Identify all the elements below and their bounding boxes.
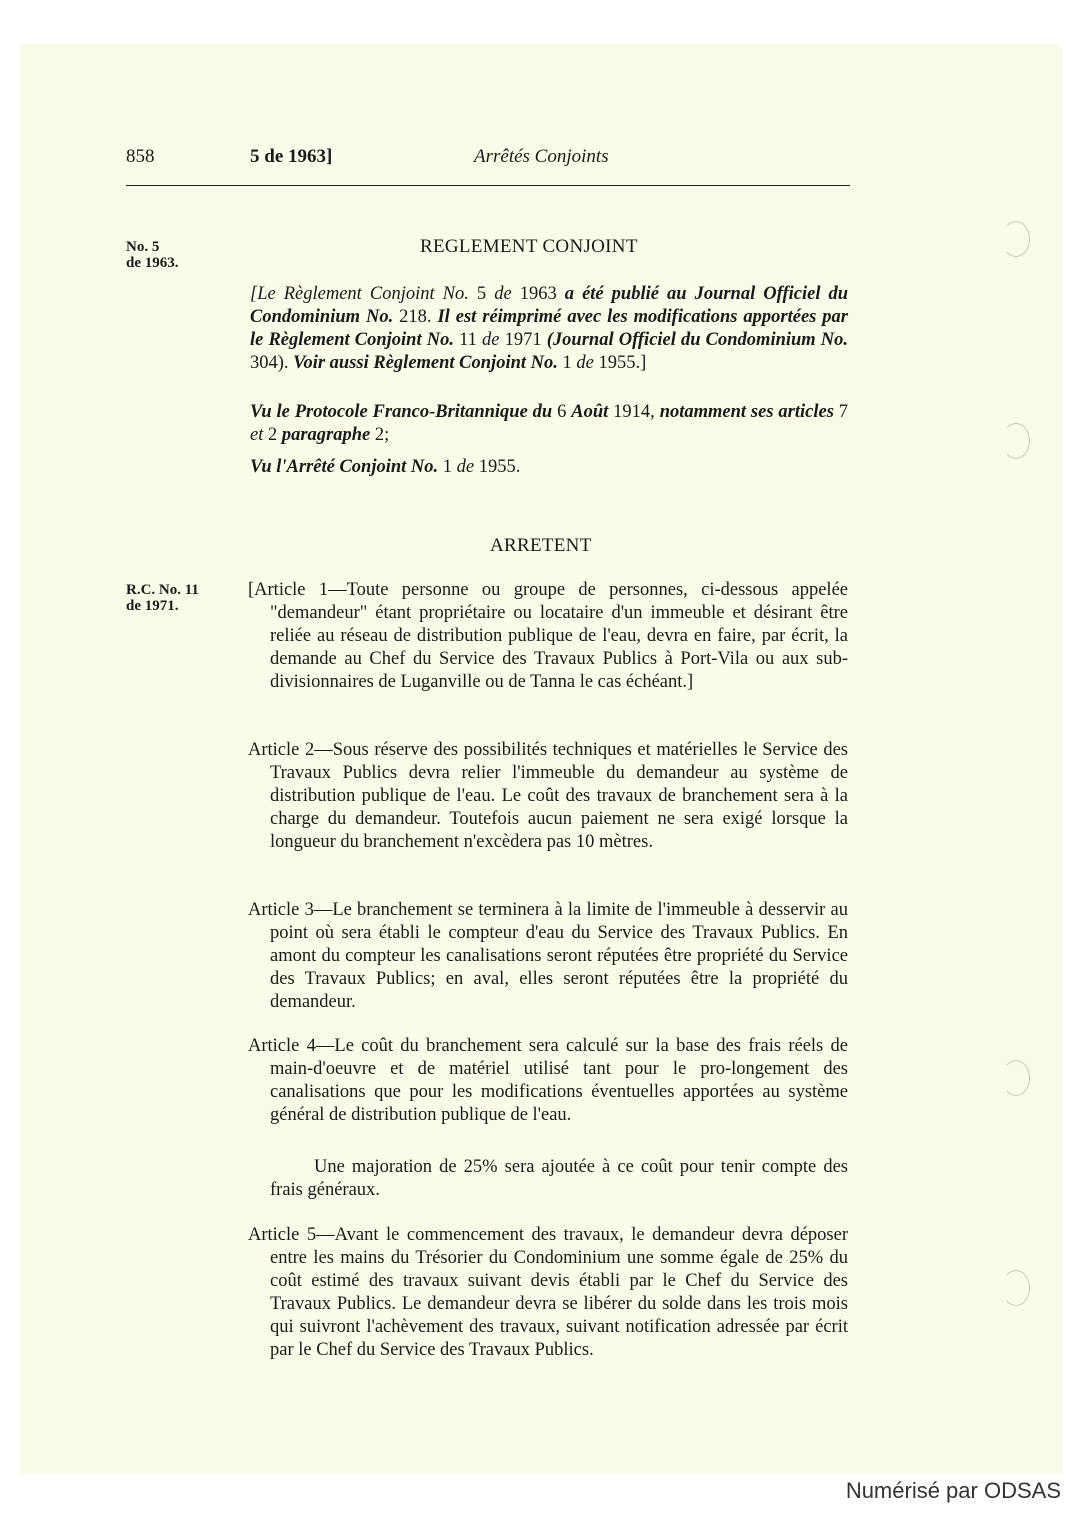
arretent-heading: ARRETENT bbox=[490, 535, 592, 556]
t: de bbox=[482, 330, 500, 350]
t: 2 bbox=[267, 425, 278, 445]
article-5: Article 5—Avant le commencement des travaux, le demandeur devra déposer entre les mains du Trésorier du Condominium une somme égale de 25% du coût estimé des travaux suivant devis établi par le Chef du Service des Travaux Publics. Le demandeur devra se libérer du solde dans les trois mois qui suivront l'achèvement des travaux, suivant notification adressée par écrit par le Chef du Service des Travaux Publics. bbox=[248, 1225, 848, 1360]
header-rule bbox=[126, 185, 850, 186]
punch-hole bbox=[1002, 1270, 1030, 1306]
t: 1955. bbox=[478, 457, 521, 477]
article-3: Article 3—Le branchement se terminera à la limite de l'immeuble à desservir au point où sera établi le compteur d'eau du Service des Travaux Publics. En amont du compteur les canalisations seront réputées être propriété du Service des Travaux Publics; en aval, elles seront réputées être la propriété du demandeur. bbox=[248, 900, 848, 1012]
margin-note-year: de 1963. bbox=[126, 255, 179, 271]
t: 1971 bbox=[504, 330, 542, 350]
t: (Journal Officiel du Condominium No. bbox=[546, 330, 849, 350]
t: 1963 bbox=[519, 284, 557, 304]
t: [Le Règlement Conjoint No. bbox=[250, 284, 469, 304]
t: 5 bbox=[476, 284, 487, 304]
article-1: [Article 1—Toute personne ou groupe de personnes, ci-dessous appelée "demandeur" étant propriétaire ou locataire d'un immeuble et désirant être reliée au réseau de distribution publique de l'eau, devra en faire, par écrit, la demande au Chef du Service des Travaux Publics à Port-Vila ou aux sub-divisionnaires de Luganville ou de Tanna le cas échéant.] bbox=[248, 580, 848, 692]
article-2: Article 2—Sous réserve des possibilités techniques et matérielles le Service des Travaux Publics devra relier l'immeuble du demandeur au système de distribution publique de l'eau. Le coût des travaux de branchement sera à la charge du demandeur. Toutefois aucun paiement ne sera exigé lorsque la longueur du branchement n'excèdera pas 10 mètres. bbox=[248, 740, 848, 852]
t: de bbox=[576, 353, 594, 373]
article-4-subparagraph: Une majoration de 25% sera ajoutée à ce coût pour tenir compte des frais généraux. bbox=[270, 1157, 848, 1200]
t: Août bbox=[571, 402, 609, 422]
article-4: Article 4—Le coût du branchement sera calculé sur la base des frais réels de main-d'oeuvre et de matériel utilisé tant pour le pro-longement des canalisations que pour les modifications éventuelles apportées au système général de distribution publique de l'eau. bbox=[248, 1036, 848, 1125]
t: a été publié au Journal Officiel du Condominium No. bbox=[250, 284, 849, 327]
header-citation: 5 de 1963] bbox=[250, 146, 333, 167]
punch-hole bbox=[1002, 221, 1030, 257]
intro-paragraph-2 bbox=[250, 401, 848, 447]
t: Il est réimprimé avec les modifications apportées par le Règlement Conjoint No. bbox=[250, 307, 849, 350]
t: de bbox=[494, 284, 512, 304]
t: Vu le Protocole Franco-Britannique du bbox=[250, 402, 553, 422]
t: paragraphe bbox=[281, 425, 371, 445]
t: et bbox=[250, 425, 264, 445]
intro-paragraph-3 bbox=[250, 456, 848, 479]
t: 304). bbox=[250, 353, 289, 373]
t: 1 bbox=[442, 457, 453, 477]
t: de bbox=[456, 457, 475, 477]
t: Voir aussi Règlement Conjoint No. bbox=[293, 353, 558, 373]
t: notamment ses articles bbox=[659, 402, 834, 422]
page-number: 858 bbox=[126, 146, 155, 167]
digitized-credit: Numérisé par ODSAS bbox=[845, 1478, 1061, 1503]
t: 218. bbox=[399, 307, 432, 327]
t: 1 bbox=[562, 353, 572, 373]
section-title: REGLEMENT CONJOINT bbox=[420, 236, 638, 257]
margin-note-year: de 1971. bbox=[126, 598, 179, 614]
running-title: Arrêtés Conjoints bbox=[474, 146, 609, 167]
t: 7 bbox=[838, 402, 849, 422]
intro-paragraph-1 bbox=[250, 283, 848, 375]
t: 2; bbox=[374, 425, 390, 445]
t: 1955.] bbox=[598, 353, 647, 373]
t: Vu l'Arrêté Conjoint No. bbox=[250, 457, 439, 477]
margin-note-rc11 bbox=[126, 582, 199, 614]
margin-note-no5 bbox=[126, 239, 179, 271]
margin-note-line: R.C. No. 11 bbox=[126, 582, 199, 598]
t: 6 bbox=[557, 402, 567, 422]
punch-hole bbox=[1002, 1060, 1030, 1096]
t: 11 bbox=[459, 330, 477, 350]
margin-note-line: No. 5 bbox=[126, 239, 160, 255]
punch-hole bbox=[1002, 423, 1030, 459]
t: 1914, bbox=[613, 402, 655, 422]
